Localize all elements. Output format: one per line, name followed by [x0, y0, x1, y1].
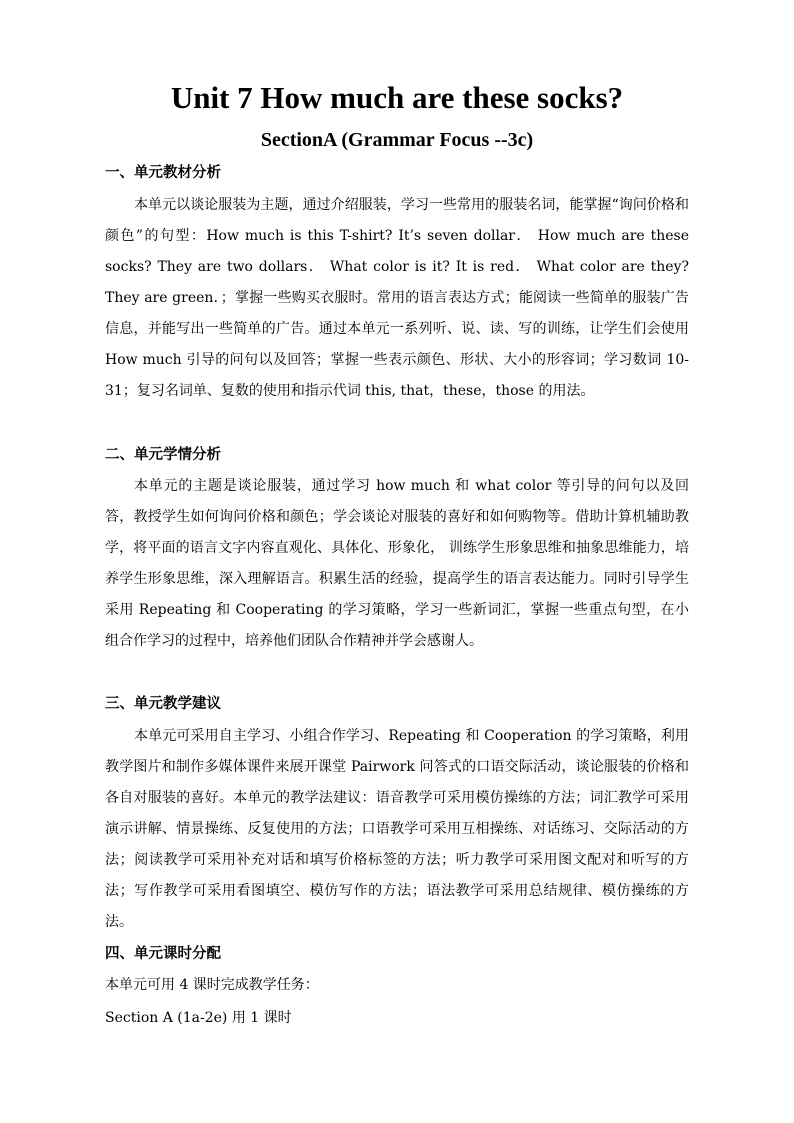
lesson-allocation-intro: 本单元可用 4 课时完成教学任务： [105, 977, 319, 993]
section-heading-lesson-allocation: 四、单元课时分配 [105, 946, 221, 962]
section-paragraph-textbook-analysis: 本单元以谈论服装为主题，通过介绍服装，学习一些常用的服装名词，能掌握“询问价格和颜色”的句型：How much is this T-shirt? It’s seven dollar． How much are these socks? They are two dollars． What color is it? It is red． What color are they? They are green．；掌握一些购买衣服时。常用的语言表达方式；能阅读一些简单的服装广告信息，并能写出一些简单的广告。通过本单元一系列听、说、读、写的训练，让学生们会使用 How much 引导的问句以及回答；掌握一些表示颜色、形状、大小的形容词；学习数词 10-31；复习名词单、复数的使用和指示代词 this, that，these，those 的用法。 [105, 197, 689, 399]
document-subtitle: SectionA (Grammar Focus --3c) [260, 129, 534, 151]
section-paragraph-student-analysis: 本单元的主题是谈论服装，通过学习 how much 和 what color 等引导的问句以及回答，教授学生如何询问价格和颜色；学会谈论对服装的喜好和如何购物等。借助计算机辅助教学，将平面的语言文字内容直观化、具体化、形象化， 训练学生形象思维和抽象思维能力，培养学生形象思维，深入理解语言。积累生活的经验，提高学生的语言表达能力。同时引导学生采用 Repeating 和 Cooperating 的学习策略，学习一些新词汇，掌握一些重点句型，在小组合作学习的过程中，培养他们团队合作精神并学会感谢人。 [105, 478, 689, 649]
section-paragraph-teaching-suggestions: 本单元可采用自主学习、小组合作学习、Repeating 和 Cooperation 的学习策略，利用教学图片和制作多媒体课件来展开课堂 Pairwork 问答式的口语交际活动，谈论服装的价格和各自对服装的喜好。本单元的教学法建议：语音教学可采用模仿操练的方法；词汇教学可采用演示讲解、情景操练、反复使用的方法；口语教学可采用互相操练、对话练习、交际活动的方法；阅读教学可采用补充对话和填写价格标签的方法；听力教学可采用图文配对和听写的方法；写作教学可采用看图填空、模仿写作的方法；语法教学可采用总结规律、模仿操练的方法。 [105, 728, 689, 930]
lesson-allocation-item: Section A (1a-2e) 用 1 课时 [105, 1010, 292, 1026]
section-heading-student-analysis: 二、单元学情分析 [105, 447, 221, 463]
document-title: Unit 7 How much are these socks? [170, 80, 624, 115]
section-heading-textbook-analysis: 一、单元教材分析 [105, 165, 221, 181]
section-heading-teaching-suggestions: 三、单元教学建议 [105, 696, 221, 712]
